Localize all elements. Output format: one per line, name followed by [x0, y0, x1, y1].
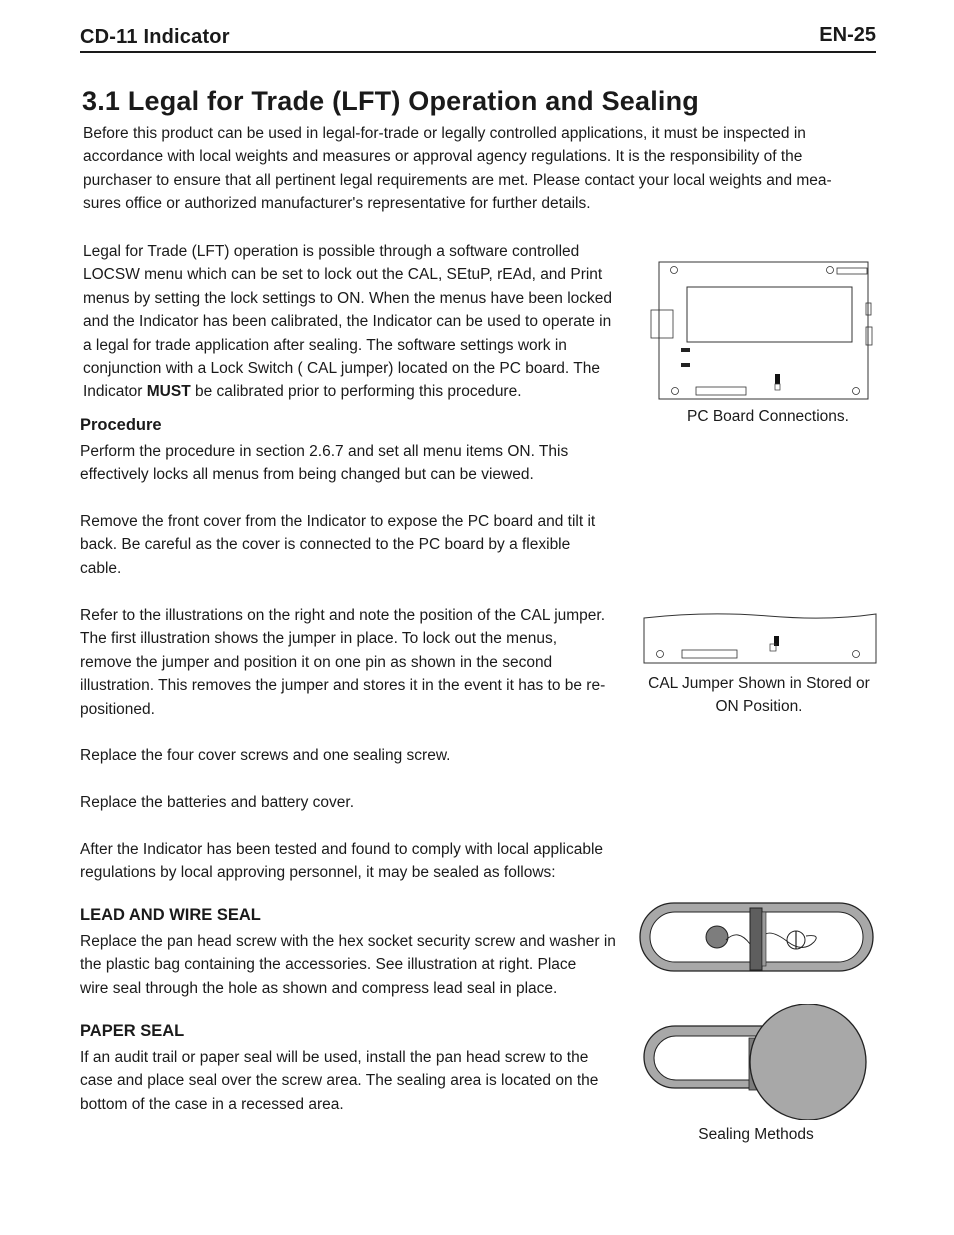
procedure-paragraph-6 [80, 838, 603, 885]
procedure-paragraph-2 [80, 510, 595, 580]
must-emphasis: MUST [146, 383, 191, 401]
pc-board-caption: PC Board Connections. [687, 408, 849, 425]
procedure-paragraph-4 [80, 744, 450, 767]
text-line: Replace the pan head screw with the hex socket security screw and washer in [80, 933, 616, 950]
sealing-caption: Sealing Methods [698, 1126, 814, 1143]
text-fragment: be calibrated prior to performing this procedure. [190, 383, 522, 401]
lft-paragraph [83, 240, 612, 404]
text-line: bottom of the case in a recessed area. [80, 1095, 344, 1113]
manual-title: CD-11 Indicator [80, 26, 230, 48]
procedure-heading: Procedure [80, 416, 162, 434]
text-line: remove the jumper and position it on one pin as shown in the second [80, 653, 553, 671]
text-line: Refer to the illustrations on the right and note the position of the CAL jumper. [80, 607, 606, 624]
cal-jumper-diagram [638, 608, 882, 668]
section-title: 3.1 Legal for Trade (LFT) Operation and Sealing [82, 86, 699, 116]
procedure-paragraph-5 [80, 791, 354, 814]
text-line: illustration. This removes the jumper and stores it in the event it has to be re- [80, 677, 606, 695]
text-line: regulations by local approving personnel, it may be sealed as follows: [80, 864, 556, 882]
paper-seal-diagram [642, 1004, 874, 1120]
text-line: accordance with local weights and measures or approval agency regulations. It is the responsibility of the [83, 148, 803, 166]
text-line: Replace the batteries and battery cover. [80, 794, 354, 811]
page-number: EN-25 [819, 24, 876, 46]
caption-line: ON Position. [715, 698, 803, 716]
text-line: a legal for trade application after sealing. The software settings work in [83, 336, 567, 354]
caption-line: CAL Jumper Shown in Stored or [648, 675, 870, 692]
text-line: cable. [80, 559, 122, 577]
text-fragment: Indicator [83, 383, 147, 401]
intro-paragraph [83, 122, 832, 216]
text-line: conjunction with a Lock Switch ( CAL jumper) located on the PC board. The [83, 360, 600, 378]
text-line: After the Indicator has been tested and found to comply with local applicable [80, 841, 604, 858]
text-line: If an audit trail or paper seal will be used, install the pan head screw to the [80, 1049, 589, 1066]
text-line: effectively locks all menus from being changed but can be viewed. [80, 466, 534, 484]
text-line: Remove the front cover from the Indicator to expose the PC board and tilt it [80, 513, 596, 530]
text-line: back. Be careful as the cover is connected to the PC board by a flexible [80, 536, 571, 554]
procedure-paragraph-3 [80, 604, 605, 721]
text-line: Before this product can be used in legal-for-trade or legally controlled applications, it must be inspected in [83, 125, 806, 142]
text-line: Replace the four cover screws and one sealing screw. [80, 747, 451, 764]
pc-board-diagram [650, 257, 880, 405]
paper-seal-paragraph [80, 1046, 598, 1116]
paper-seal-heading: PAPER SEAL [80, 1022, 185, 1040]
cal-jumper-caption [640, 672, 878, 719]
text-line: case and place seal over the screw area. The sealing area is located on the [80, 1072, 599, 1090]
text-line: Legal for Trade (LFT) operation is possible through a software controlled [83, 243, 580, 260]
header-rule [80, 51, 876, 53]
text-line: the plastic bag containing the accessories. See illustration at right. Place [80, 956, 577, 974]
text-line-emphasis [83, 380, 612, 403]
text-line: menus by setting the lock settings to ON. When the menus have been locked [83, 289, 613, 307]
text-line: wire seal through the hole as shown and compress lead seal in place. [80, 979, 558, 997]
text-line: purchaser to ensure that all pertinent legal requirements are met. Please contact your local weights and mea- [83, 171, 832, 189]
text-line: and the Indicator has been calibrated, the Indicator can be used to operate in [83, 313, 612, 331]
text-line: positioned. [80, 700, 155, 718]
text-line: Perform the procedure in section 2.6.7 and set all menu items ON. This [80, 443, 569, 460]
text-line: sures office or authorized manufacturer's representative for further details. [83, 195, 591, 213]
lead-seal-paragraph [80, 930, 616, 1000]
procedure-paragraph-1 [80, 440, 568, 487]
text-line: The first illustration shows the jumper in place. To lock out the menus, [80, 630, 557, 648]
lead-seal-heading: LEAD AND WIRE SEAL [80, 906, 261, 924]
lead-seal-diagram [638, 898, 878, 976]
text-line: LOCSW menu which can be set to lock out the CAL, SEtuP, rEAd, and Print [83, 266, 603, 284]
